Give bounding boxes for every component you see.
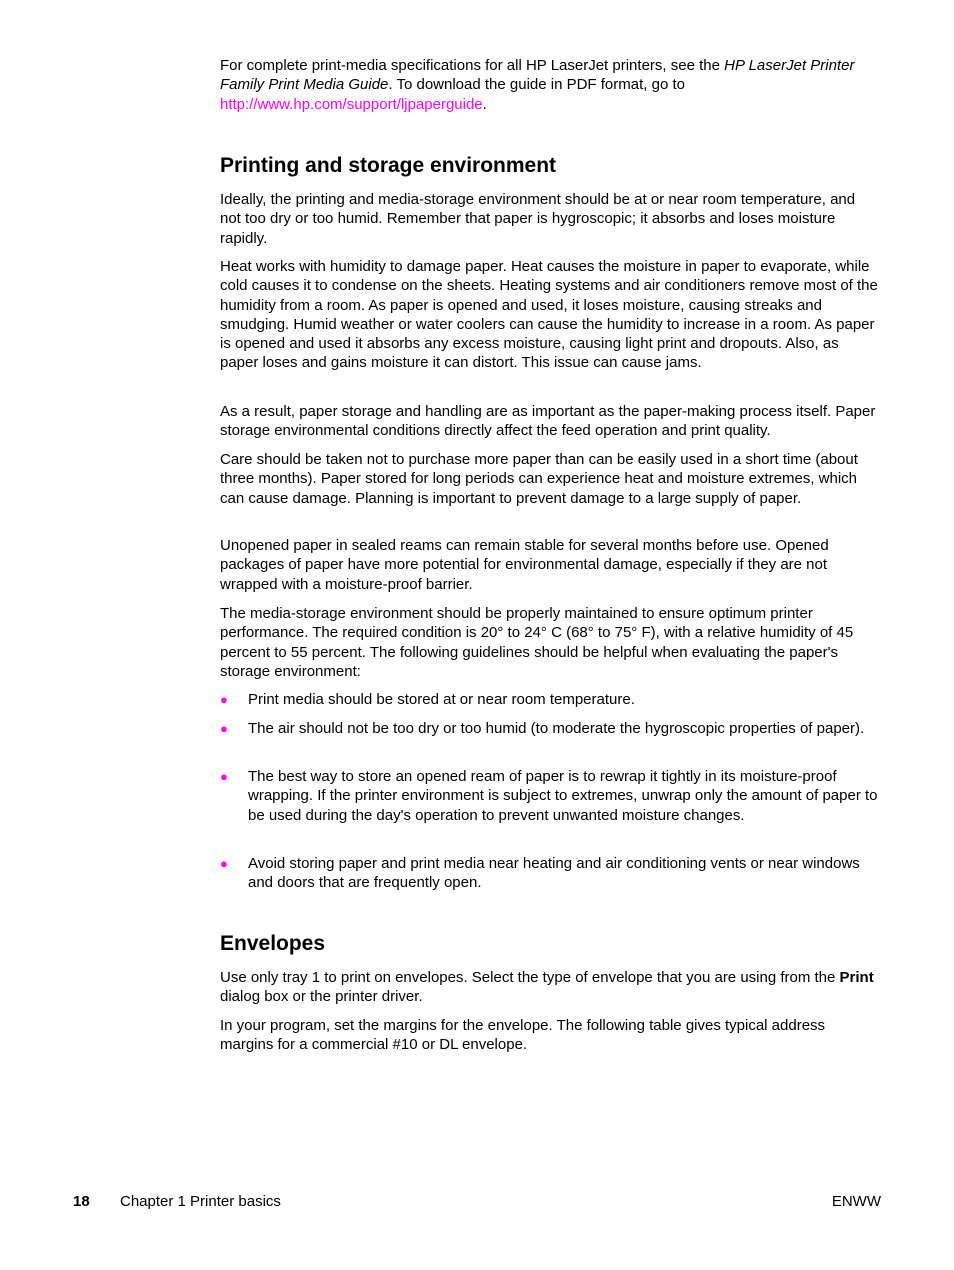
list-item: [220, 767, 880, 825]
intro-text: For complete print-media specifications for all HP LaserJet printers, see the: [220, 57, 725, 74]
paragraph: Unopened paper in sealed reams can remain stable for several months before use. Opened packages of paper have more potential for environmental damage, especially if they are not wrapped with a moisture-proof barrier.: [220, 537, 829, 593]
section-heading-printing-storage: Printing and storage environment: [220, 154, 557, 177]
guide-download-link[interactable]: http://www.hp.com/support/ljpaperguide: [220, 95, 483, 113]
paragraph: Care should be taken not to purchase more paper than can be easily used in a short time (about three months). Paper stored for long periods can experience heat and moisture extremes, which can cause damage. Planning is important to prevent damage to a large supply of paper.: [220, 451, 858, 507]
envelope-text: Use only tray 1 to print on envelopes. Select the type of envelope that you are using from the: [220, 969, 840, 986]
list-item-text: The air should not be too dry or too humid (to moderate the hygroscopic properties of paper).: [248, 720, 865, 737]
bullet-icon: ●: [220, 721, 228, 736]
chapter-label: Chapter 1 Printer basics: [120, 1193, 281, 1210]
page-number: 18: [73, 1193, 90, 1210]
intro-text-3: .: [482, 95, 487, 113]
list-item-text: Print media should be stored at or near room temperature.: [248, 691, 635, 708]
list-item-text: The best way to store an opened ream of paper is to rewrap it tightly in its moisture-proof wrapping. If the printer environment is subject to extremes, unwrap only the amount of paper to be used during the day's operation to prevent unwanted moisture changes.: [248, 768, 878, 824]
intro-text-2: . To download the guide in PDF format, go to: [388, 76, 685, 94]
intro-paragraph: [220, 56, 880, 114]
paragraph: Ideally, the printing and media-storage environment should be at or near room temperature, and not too dry or too humid. Remember that paper is hygroscopic; it absorbs and loses moisture rapidly.: [220, 191, 856, 247]
list-item: [220, 719, 880, 738]
list-item: [220, 690, 880, 709]
print-dialog-term: Print: [839, 969, 874, 986]
paragraph: Heat works with humidity to damage paper. Heat causes the moisture in paper to evaporate, while cold causes it to condense on the sheets. Heating systems and air conditioners remove most of the humidity from a room. As paper is opened and used, it loses moisture, causing streaks and smudging. Humid weather or water coolers can cause the humidity to increase in a room. As paper is opened and used it absorbs any excess moisture, causing light print and dropouts. Also, as paper loses and gains moisture it can distort. This issue can cause jams.: [220, 258, 878, 372]
guide-title: HP LaserJet Printer Family Print Media Guide: [220, 57, 855, 94]
bullet-icon: ●: [220, 769, 228, 784]
paragraph: [220, 968, 880, 1007]
list-item: [220, 854, 880, 893]
paragraph: In your program, set the margins for the envelope. The following table gives typical address margins for a commercial #10 or DL envelope.: [220, 1017, 826, 1054]
footer-right-label: ENWW: [831, 1193, 881, 1210]
bullet-icon: ●: [220, 856, 228, 871]
bullet-icon: ●: [220, 692, 228, 707]
list-item-text: Avoid storing paper and print media near heating and air conditioning vents or near windows and doors that are frequently open.: [248, 855, 860, 892]
paragraph: As a result, paper storage and handling are as important as the paper-making process itself. Paper storage environmental conditions directly affect the feed operation and print quality.: [220, 403, 876, 440]
section-heading-envelopes: Envelopes: [220, 932, 326, 955]
paragraph: The media-storage environment should be properly maintained to ensure optimum printer performance. The required condition is 20° to 24° C (68° to 75° F), with a relative humidity of 45 percent to 55 percent. The following guidelines should be helpful when evaluating the paper's storage environment:: [220, 605, 854, 680]
envelope-text-2: dialog box or the printer driver.: [220, 988, 423, 1006]
